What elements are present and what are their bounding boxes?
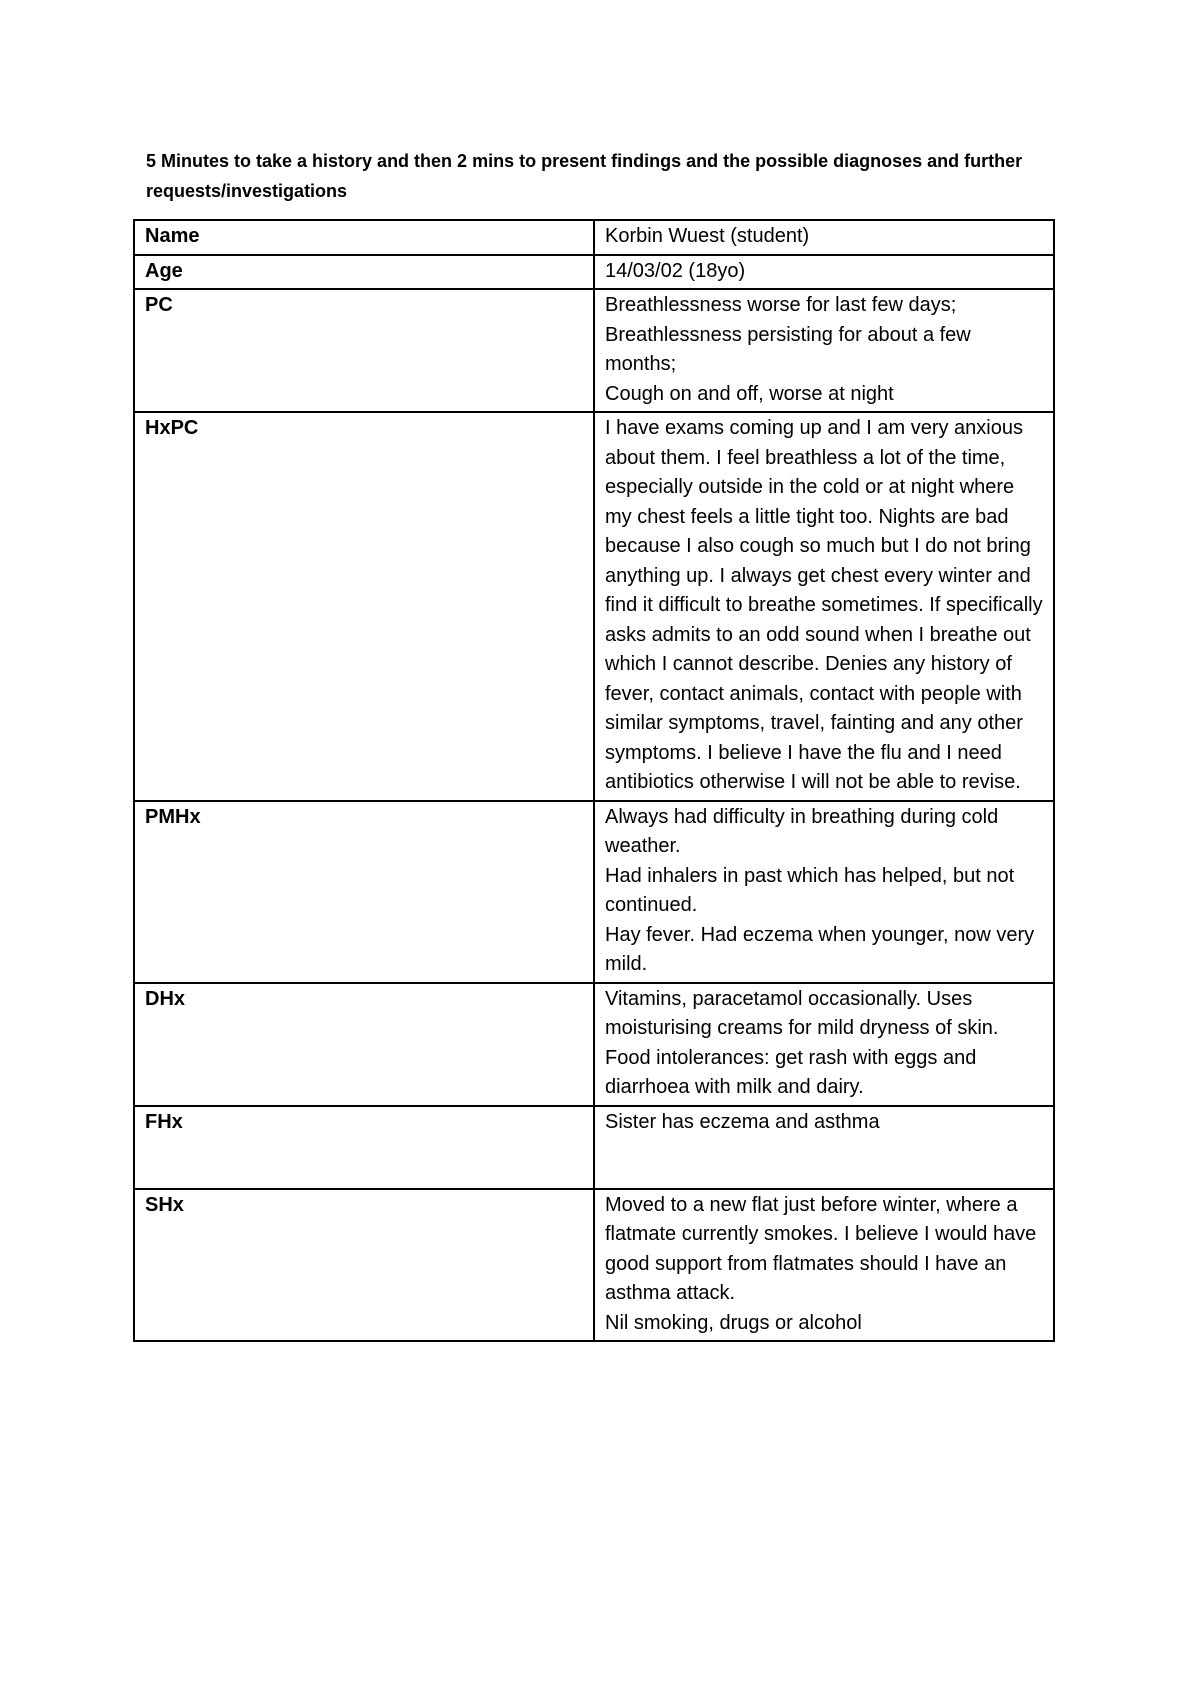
row-value bbox=[594, 412, 1054, 801]
row-value bbox=[594, 801, 1054, 983]
row-value-line: 14/03/02 (18yo) bbox=[605, 259, 746, 282]
row-value bbox=[594, 289, 1054, 412]
row-label: Name bbox=[134, 220, 594, 255]
instructions-text: 5 Minutes to take a history and then 2 mins to present findings and the possible diagnoses and further requests/investigations bbox=[146, 151, 1023, 201]
row-value-line: Breathlessness worse for last few days; bbox=[605, 294, 957, 316]
row-label: DHx bbox=[134, 983, 594, 1106]
history-table bbox=[133, 219, 1055, 1342]
row-label: HxPC bbox=[134, 412, 594, 801]
table-row bbox=[134, 412, 1054, 801]
table-row bbox=[134, 255, 1054, 290]
row-value-line: Always had difficulty in breathing during cold weather. bbox=[605, 805, 999, 857]
row-value-line: Cough on and off, worse at night bbox=[605, 382, 894, 405]
row-value-line: Korbin Wuest (student) bbox=[605, 225, 810, 247]
row-label: FHx bbox=[134, 1106, 594, 1189]
row-value bbox=[594, 1189, 1054, 1342]
row-value-line: Had inhalers in past which has helped, but not continued. bbox=[605, 864, 1015, 916]
row-value-line: Nil smoking, drugs or alcohol bbox=[605, 1311, 862, 1334]
row-value-line: Sister has eczema and asthma bbox=[605, 1110, 880, 1133]
table-row bbox=[134, 220, 1054, 255]
table-row bbox=[134, 801, 1054, 983]
row-value-line: Vitamins, paracetamol occasionally. Uses moisturising creams for mild dryness of skin. bbox=[605, 987, 999, 1039]
row-label: SHx bbox=[134, 1189, 594, 1342]
row-label: PMHx bbox=[134, 801, 594, 983]
row-label: PC bbox=[134, 289, 594, 412]
table-row bbox=[134, 1106, 1054, 1189]
row-label: Age bbox=[134, 255, 594, 290]
table-row bbox=[134, 1189, 1054, 1342]
table-row bbox=[134, 289, 1054, 412]
row-value bbox=[594, 1106, 1054, 1189]
row-value-line: Breathlessness persisting for about a few months; bbox=[605, 323, 971, 375]
row-value-line: I have exams coming up and I am very anxious about them. I feel breathless a lot of the time, especially outside in the cold or at night where my chest feels a little tight too. Nights are bad because I also cough so much but I do not bring anything up. I always get chest every winter and find it difficult to breathe sometimes. If specifically asks admits to an odd sound when I breathe out which I cannot describe. Denies any history of fever, contact animals, contact with people with similar symptoms, travel, fainting and any other symptoms. I believe I have the flu and I need antibiotics otherwise I will not be able to revise. bbox=[605, 417, 1043, 793]
table-row bbox=[134, 983, 1054, 1106]
row-value bbox=[594, 255, 1054, 290]
row-value-line: Food intolerances: get rash with eggs and diarrhoea with milk and dairy. bbox=[605, 1046, 977, 1098]
row-value-line: Moved to a new flat just before winter, where a flatmate currently smokes. I believe I would have good support from flatmates should I have an asthma attack. bbox=[605, 1193, 1037, 1304]
row-value bbox=[594, 220, 1054, 255]
row-value-line: Hay fever. Had eczema when younger, now very mild. bbox=[605, 923, 1035, 975]
row-value bbox=[594, 983, 1054, 1106]
